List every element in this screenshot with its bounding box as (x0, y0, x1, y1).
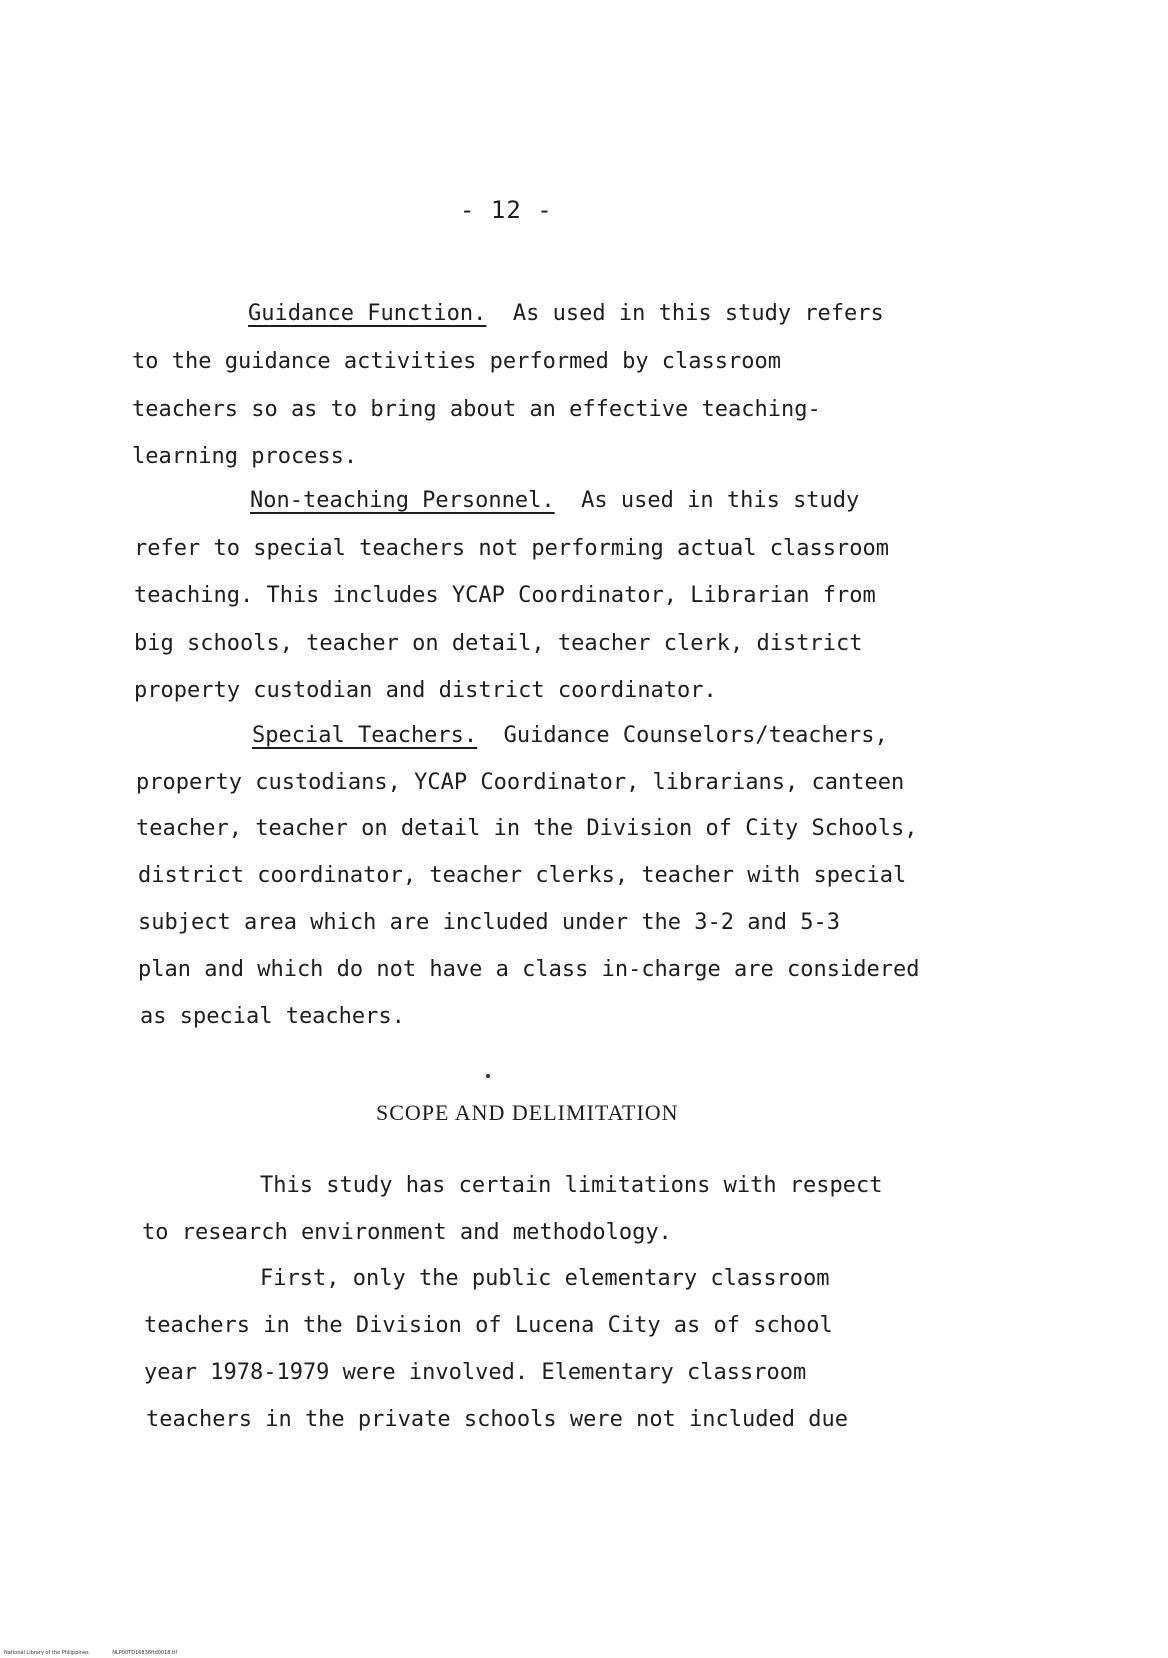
definition-line: district coordinator, teacher clerks, teacher with special (138, 863, 907, 888)
paragraph-line: This study has certain limitations with respect (260, 1173, 883, 1198)
definition-line: property custodian and district coordinator. (134, 678, 717, 703)
definition-line: refer to special teachers not performing actual classroom (134, 536, 889, 561)
section-heading: SCOPE AND DELIMITATION (376, 1100, 679, 1125)
definition-line: as special teachers. (140, 1004, 405, 1029)
paragraph-line: year 1978-1979 were involved. Elementary classroom (144, 1360, 807, 1385)
definition-line (248, 300, 884, 328)
scan-footer (4, 1650, 199, 1656)
paragraph-line: teachers in the private schools were not included due (146, 1407, 848, 1432)
speck (486, 1074, 490, 1078)
paragraph-line: to research environment and methodology. (142, 1220, 672, 1245)
definition-line: subject area which are included under the 3-2 and 5-3 (138, 910, 840, 935)
definition-line: learning process. (132, 444, 358, 469)
paragraph-line: First, only the public elementary classroom (260, 1266, 830, 1291)
footer-library: National Library of the Philippines (4, 1650, 89, 1656)
definition-line (252, 722, 888, 750)
definition-line: plan and which do not have a class in-charge are considered (138, 957, 920, 982)
definition-term: Non-teaching Personnel. (250, 488, 555, 513)
footer-filename: NLP00TD16836ftd0018.tif (112, 1650, 178, 1656)
definition-line: teacher, teacher on detail in the Division of City Schools, (136, 816, 918, 841)
definition-line: property custodians, YCAP Coordinator, librarians, canteen (136, 770, 905, 795)
definition-line (250, 487, 859, 515)
definition-text: As used in this study (581, 488, 860, 513)
definition-text: As used in this study refers (512, 301, 884, 326)
definition-line: teaching. This includes YCAP Coordinator, Librarian from (134, 583, 876, 608)
definition-line: big schools, teacher on detail, teacher clerk, district (134, 631, 863, 656)
definition-term: Guidance Function. (248, 301, 487, 326)
paragraph-line: teachers in the Division of Lucena City as of school (144, 1313, 833, 1338)
definition-text: Guidance Counselors/teachers, (503, 723, 888, 748)
definition-line: teachers so as to bring about an effective teaching- (132, 397, 821, 422)
page-number: - 12 - (460, 196, 553, 224)
definition-line: to the guidance activities performed by classroom (132, 349, 782, 374)
definition-term: Special Teachers. (252, 723, 478, 748)
